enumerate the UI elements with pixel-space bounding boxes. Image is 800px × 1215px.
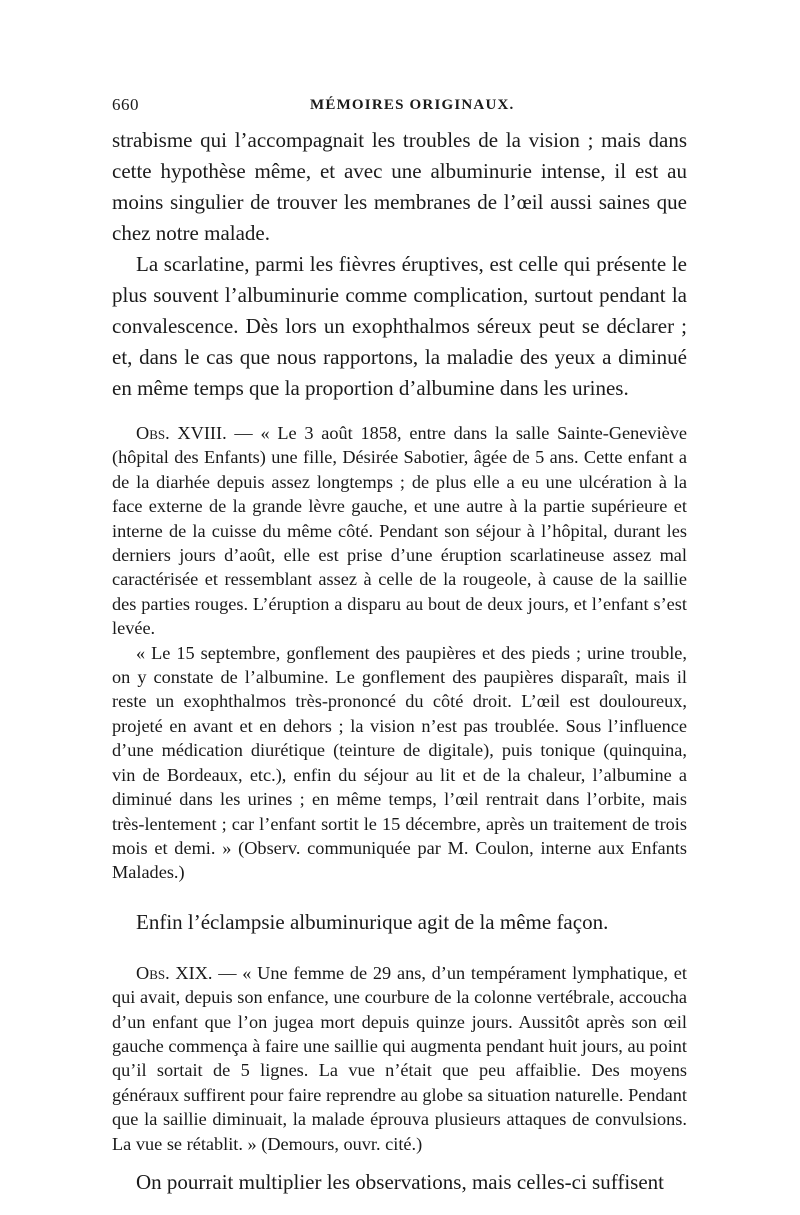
observation-18-text-1: — « Le 3 août 1858, entre dans la salle Sainte-Geneviève (hôpital des Enfants) une fille, Désirée Sabotier, âgée de 5 ans. Cette enfant a de la diarhée depuis assez longtemps ; de plus elle a eu une ulcération à la face externe de la grande lèvre gauche, et une autre à la partie supérieure et interne de la cuisse du même côté. Pendant son séjour à l’hôpital, durant les derniers jours d’août, elle est prise d’une éruption scarlatineuse assez mal caractérisée et ressemblant assez à celle de la rougeole, à cause de la saillie des parties rouges. L’éruption a disparu au bout de deux jours, et l’enfant s’est levée. [112,423,688,639]
paragraph-eclampsie: Enfin l’éclampsie albuminurique agit de la même façon. [136,909,609,934]
observation-18-paragraph-2: « Le 15 septembre, gonflement des paupières et des pieds ; urine trouble, on y constate de l’albumine. Le gonflement des paupières disparaît, mais il reste un exophthalmos très-prononcé du côté droit. L’œil est douloureux, projeté en avant et en dehors ; la vision n’est pas troublée. Sous l’influence d’une médication diurétique (teinture de digitale), puis tonique (quinquina, vin de Bordeaux, etc.), enfin du séjour au lit et de la chaleur, l’albumine a diminué dans les urines ; en même temps, l’œil rentrait dans l’orbite, mais très-lentement ; car l’enfant sortit le 15 décembre, après un traitement de trois mois et demi. » (Observ. communiquée par M. Coulon, interne aux Enfants Malades.) [112,642,687,883]
observation-18-label: Obs. XVIII. [136,423,227,443]
paragraph-scarlatine: La scarlatine, parmi les fièvres éruptives, est celle qui présente le plus souvent l’albuminurie comme complication, surtout pendant la convalescence. Dès lors un exophthalmos séreux peut se déclarer ; et, dans le cas que nous rapportons, la maladie des yeux a diminué en même temps que la proportion d’albumine dans les urines. [112,252,687,400]
paragraph-conclusion: On pourrait multiplier les observations, mais celles-ci suffisent [136,1169,664,1194]
observation-19-text: — « Une femme de 29 ans, d’un tempérament lymphatique, et qui avait, depuis son enfance, une courbure de la colonne vertébrale, accoucha d’un enfant que l’on jugea mort depuis quinze jours. Aussitôt après son œil gauche commença à faire une saillie qui augmenta pendant huit jours, au point qu’il sortait de 5 lignes. La vue n’était que peu affaiblie. Des moyens généraux suffirent pour faire reprendre au globe sa situation naturelle. Pendant que la saillie diminuait, la malade éprouva plusieurs attaques de convulsions. La vue se rétablit. » (Demours, ouvr. cité.) [112,962,688,1154]
page-header [112,95,687,125]
observation-19-label: Obs. XIX. [136,962,213,983]
observation-18-paragraph-1 [112,421,687,641]
paragraph-continuation: strabisme qui l’accompagnait les troubles de la vision ; mais dans cette hypothèse même, et avec une albuminurie intense, il est au moins singulier de trouver les membranes de l’œil aussi saines que chez notre malade. [112,128,687,245]
page-number: 660 [112,95,139,114]
observation-19-paragraph [112,961,687,1156]
running-title: MÉMOIRES ORIGINAUX. [310,97,515,113]
document-page [112,95,687,1198]
